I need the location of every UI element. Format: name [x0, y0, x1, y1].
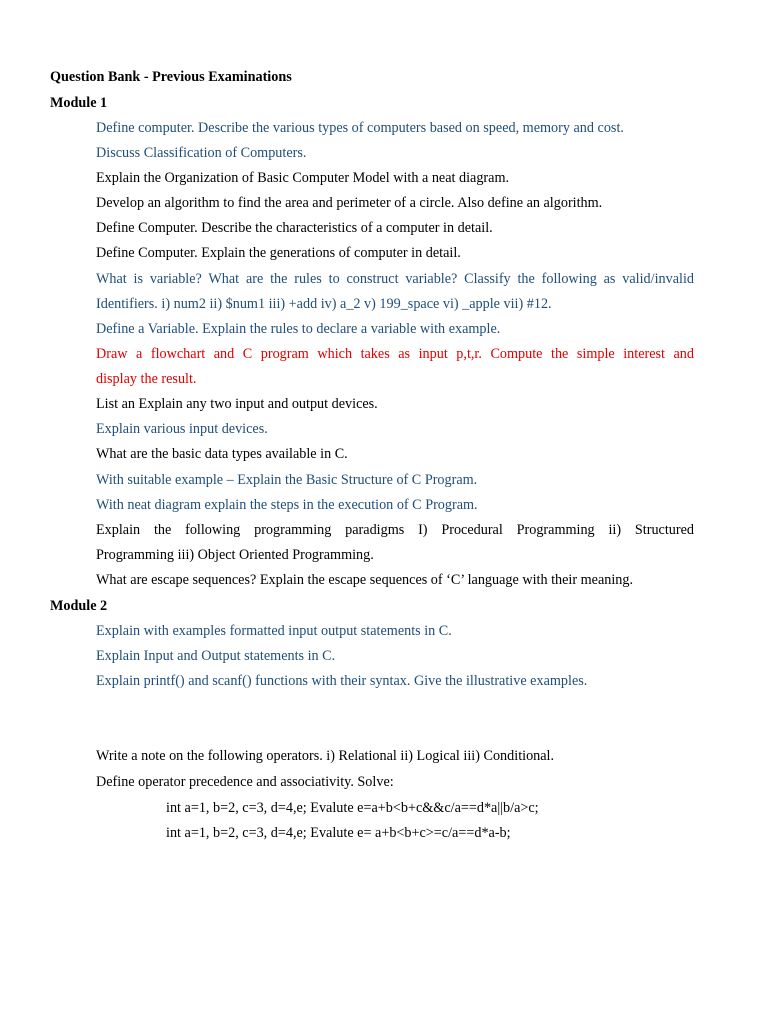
question-line: Draw a flowchart and C program which takes as input p,t,r. Compute the simple interest and: [96, 346, 694, 362]
question-line: Explain the Organization of Basic Computer Model with a neat diagram.: [96, 170, 510, 186]
question-line: Explain various input devices.: [96, 421, 268, 437]
expression-line: int a=1, b=2, c=3, d=4,e; Evalute e=a+b<b+c&&c/a==d*a||b/a>c;: [166, 800, 539, 816]
question-line: What are the basic data types available in C.: [96, 446, 348, 462]
expression-line: int a=1, b=2, c=3, d=4,e; Evalute e= a+b<b+c>=c/a==d*a-b;: [166, 825, 511, 841]
question-line: With suitable example – Explain the Basic Structure of C Program.: [96, 472, 478, 488]
question-line: Explain Input and Output statements in C.: [96, 648, 336, 664]
question-line: Define Computer. Explain the generations of computer in detail.: [96, 245, 461, 261]
question-line: Explain with examples formatted input output statements in C.: [96, 623, 452, 639]
question-line: Programming iii) Object Oriented Programming.: [96, 547, 374, 563]
question-line: Define computer. Describe the various types of computers based on speed, memory and cost.: [96, 120, 624, 136]
question-line: display the result.: [96, 371, 197, 387]
question-line: Define Computer. Describe the characteristics of a computer in detail.: [96, 220, 493, 236]
module-1-heading: Module 1: [50, 95, 108, 111]
question-line: Write a note on the following operators. i) Relational ii) Logical iii) Conditional.: [96, 748, 555, 764]
question-line: What is variable? What are the rules to construct variable? Classify the following as valid/invalid: [96, 271, 694, 287]
question-line: With neat diagram explain the steps in the execution of C Program.: [96, 497, 478, 513]
question-line: Explain printf() and scanf() functions with their syntax. Give the illustrative examples.: [96, 673, 588, 689]
module-2-heading: Module 2: [50, 598, 108, 614]
question-line: Define a Variable. Explain the rules to declare a variable with example.: [96, 321, 501, 337]
question-line: Explain the following programming paradigms I) Procedural Programming ii) Structured: [96, 522, 694, 538]
question-line: Define operator precedence and associativity. Solve:: [96, 774, 394, 790]
question-line: Discuss Classification of Computers.: [96, 145, 307, 161]
question-line: What are escape sequences? Explain the escape sequences of ‘C’ language with their meaning.: [96, 572, 634, 588]
question-line: List an Explain any two input and output devices.: [96, 396, 378, 412]
question-line: Develop an algorithm to find the area and perimeter of a circle. Also define an algorithm.: [96, 195, 603, 211]
question-line: Identifiers. i) num2 ii) $num1 iii) +add iv) a_2 v) 199_space vi) _apple vii) #12.: [96, 296, 552, 312]
document-title: Question Bank - Previous Examinations: [50, 69, 292, 85]
